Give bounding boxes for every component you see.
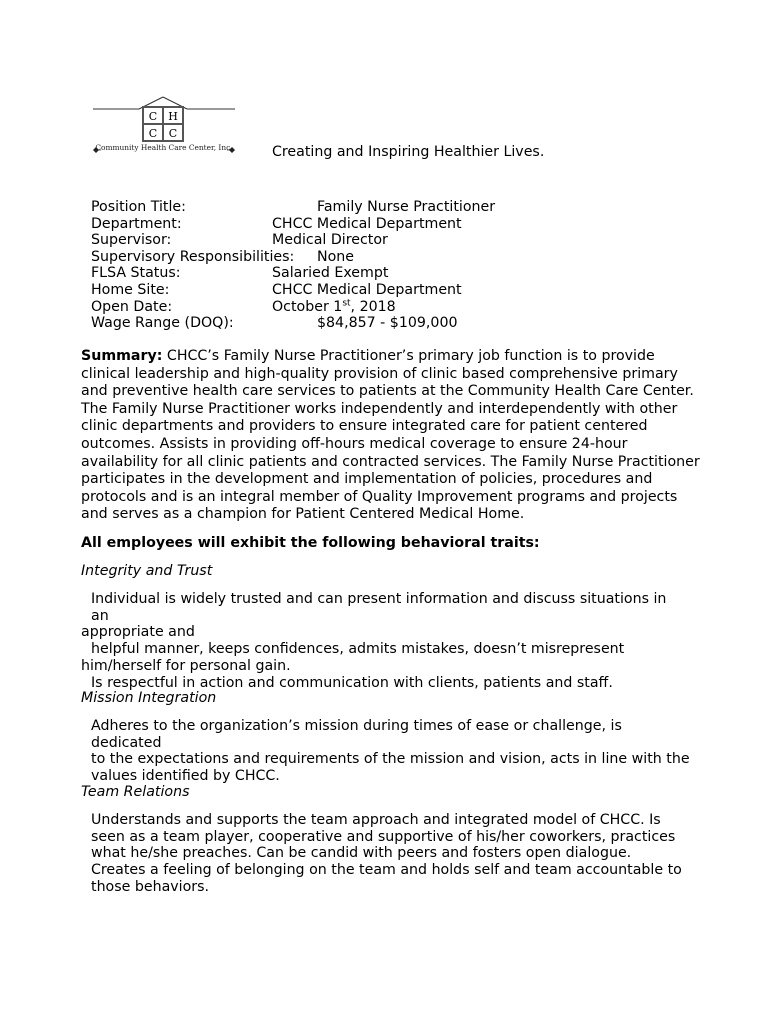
summary-text: CHCC’s Family Nurse Practitioner’s primary job function is to provide clinical leadership and high-quality provision of clinic based comprehensive primary and preventive health care services to patients at the Community Health Care Center. The Family Nurse Practitioner works independently and interdependently with other clinic departments and providers to ensure integrated care for patient centered outcomes. Assists in providing off-hours medical coverage to ensure 24-hour availability for all clinic patients and contracted services. The Family Nurse Practitioner participates in the development and implementation of policies, procedures and protocols and is an integral member of Quality Improvement programs and projects and serves as a champion for Patient Centered Medical Home. [81, 348, 700, 523]
summary-label: Summary: [81, 348, 163, 364]
info-label: Home Site: [91, 281, 170, 298]
trait-line: Adheres to the organization’s mission during times of ease or challenge, is dedicated [91, 718, 622, 751]
trait-line: those behaviors. [91, 878, 210, 895]
logo-letter-1: C [148, 110, 158, 123]
logo-org-name: Community Health Care Center, Inc. [95, 143, 233, 152]
trait-line: values identified by CHCC. [91, 768, 280, 785]
trait-line: Understands and supports the team approach and integrated model of CHCC. Is [91, 812, 661, 828]
trait-body-team [91, 812, 691, 896]
open-date-main: October 1 [272, 298, 343, 315]
trait-line: to the expectations and requirements of the mission and vision, acts in line with the [91, 751, 690, 768]
info-value: $84,857 - $109,000 [317, 315, 458, 332]
info-value: Salaried Exempt [272, 265, 389, 282]
logo-letter-4: C [168, 127, 178, 140]
info-value: CHCC Medical Department [272, 281, 462, 298]
trait-body-mission [91, 718, 691, 785]
info-label: FLSA Status: [91, 265, 181, 282]
logo-letter-2: H [168, 110, 178, 123]
trait-line: seen as a team player, cooperative and supportive of his/her coworkers, practices [91, 828, 676, 845]
traits-heading: All employees will exhibit the following behavioral traits: [81, 535, 540, 551]
trait-line: him/herself for personal gain. [81, 657, 291, 674]
info-value-open-date [272, 299, 396, 316]
trait-title-integrity: Integrity and Trust [81, 563, 213, 579]
logo-letter-3: C [148, 127, 158, 140]
info-label: Department: [91, 215, 182, 232]
open-date-ordinal: st [342, 297, 351, 308]
trait-body-integrity [81, 591, 686, 691]
info-value: Family Nurse Practitioner [317, 199, 496, 215]
trait-line: Creates a feeling of belonging on the team and holds self and team accountable to [91, 862, 682, 879]
trait-line: appropriate and [81, 624, 195, 641]
summary-paragraph [81, 348, 701, 524]
trait-title-team: Team Relations [81, 784, 190, 800]
info-label: Supervisory Responsibilities: [91, 248, 295, 265]
info-label: Position Title: [91, 199, 186, 215]
info-value: CHCC Medical Department [272, 215, 462, 232]
trait-line: helpful manner, keeps confidences, admits mistakes, doesn’t misrepresent [91, 641, 625, 658]
trait-line: Individual is widely trusted and can present information and discuss situations in an [91, 591, 667, 624]
info-label: Wage Range (DOQ): [91, 315, 234, 332]
info-value: Medical Director [272, 232, 388, 249]
tagline: Creating and Inspiring Healthier Lives. [272, 144, 545, 160]
info-value: None [317, 248, 355, 265]
trait-title-mission: Mission Integration [81, 690, 217, 706]
trait-line: what he/she preaches. Can be candid with peers and fosters open dialogue. [91, 845, 632, 862]
chcc-logo [89, 94, 239, 158]
open-date-year: , 2018 [350, 298, 396, 315]
trait-line: Is respectful in action and communication with clients, patients and staff. [91, 674, 613, 691]
info-label: Open Date: [91, 298, 173, 315]
info-label: Supervisor: [91, 232, 172, 249]
chcc-logo-graphic [89, 94, 239, 158]
